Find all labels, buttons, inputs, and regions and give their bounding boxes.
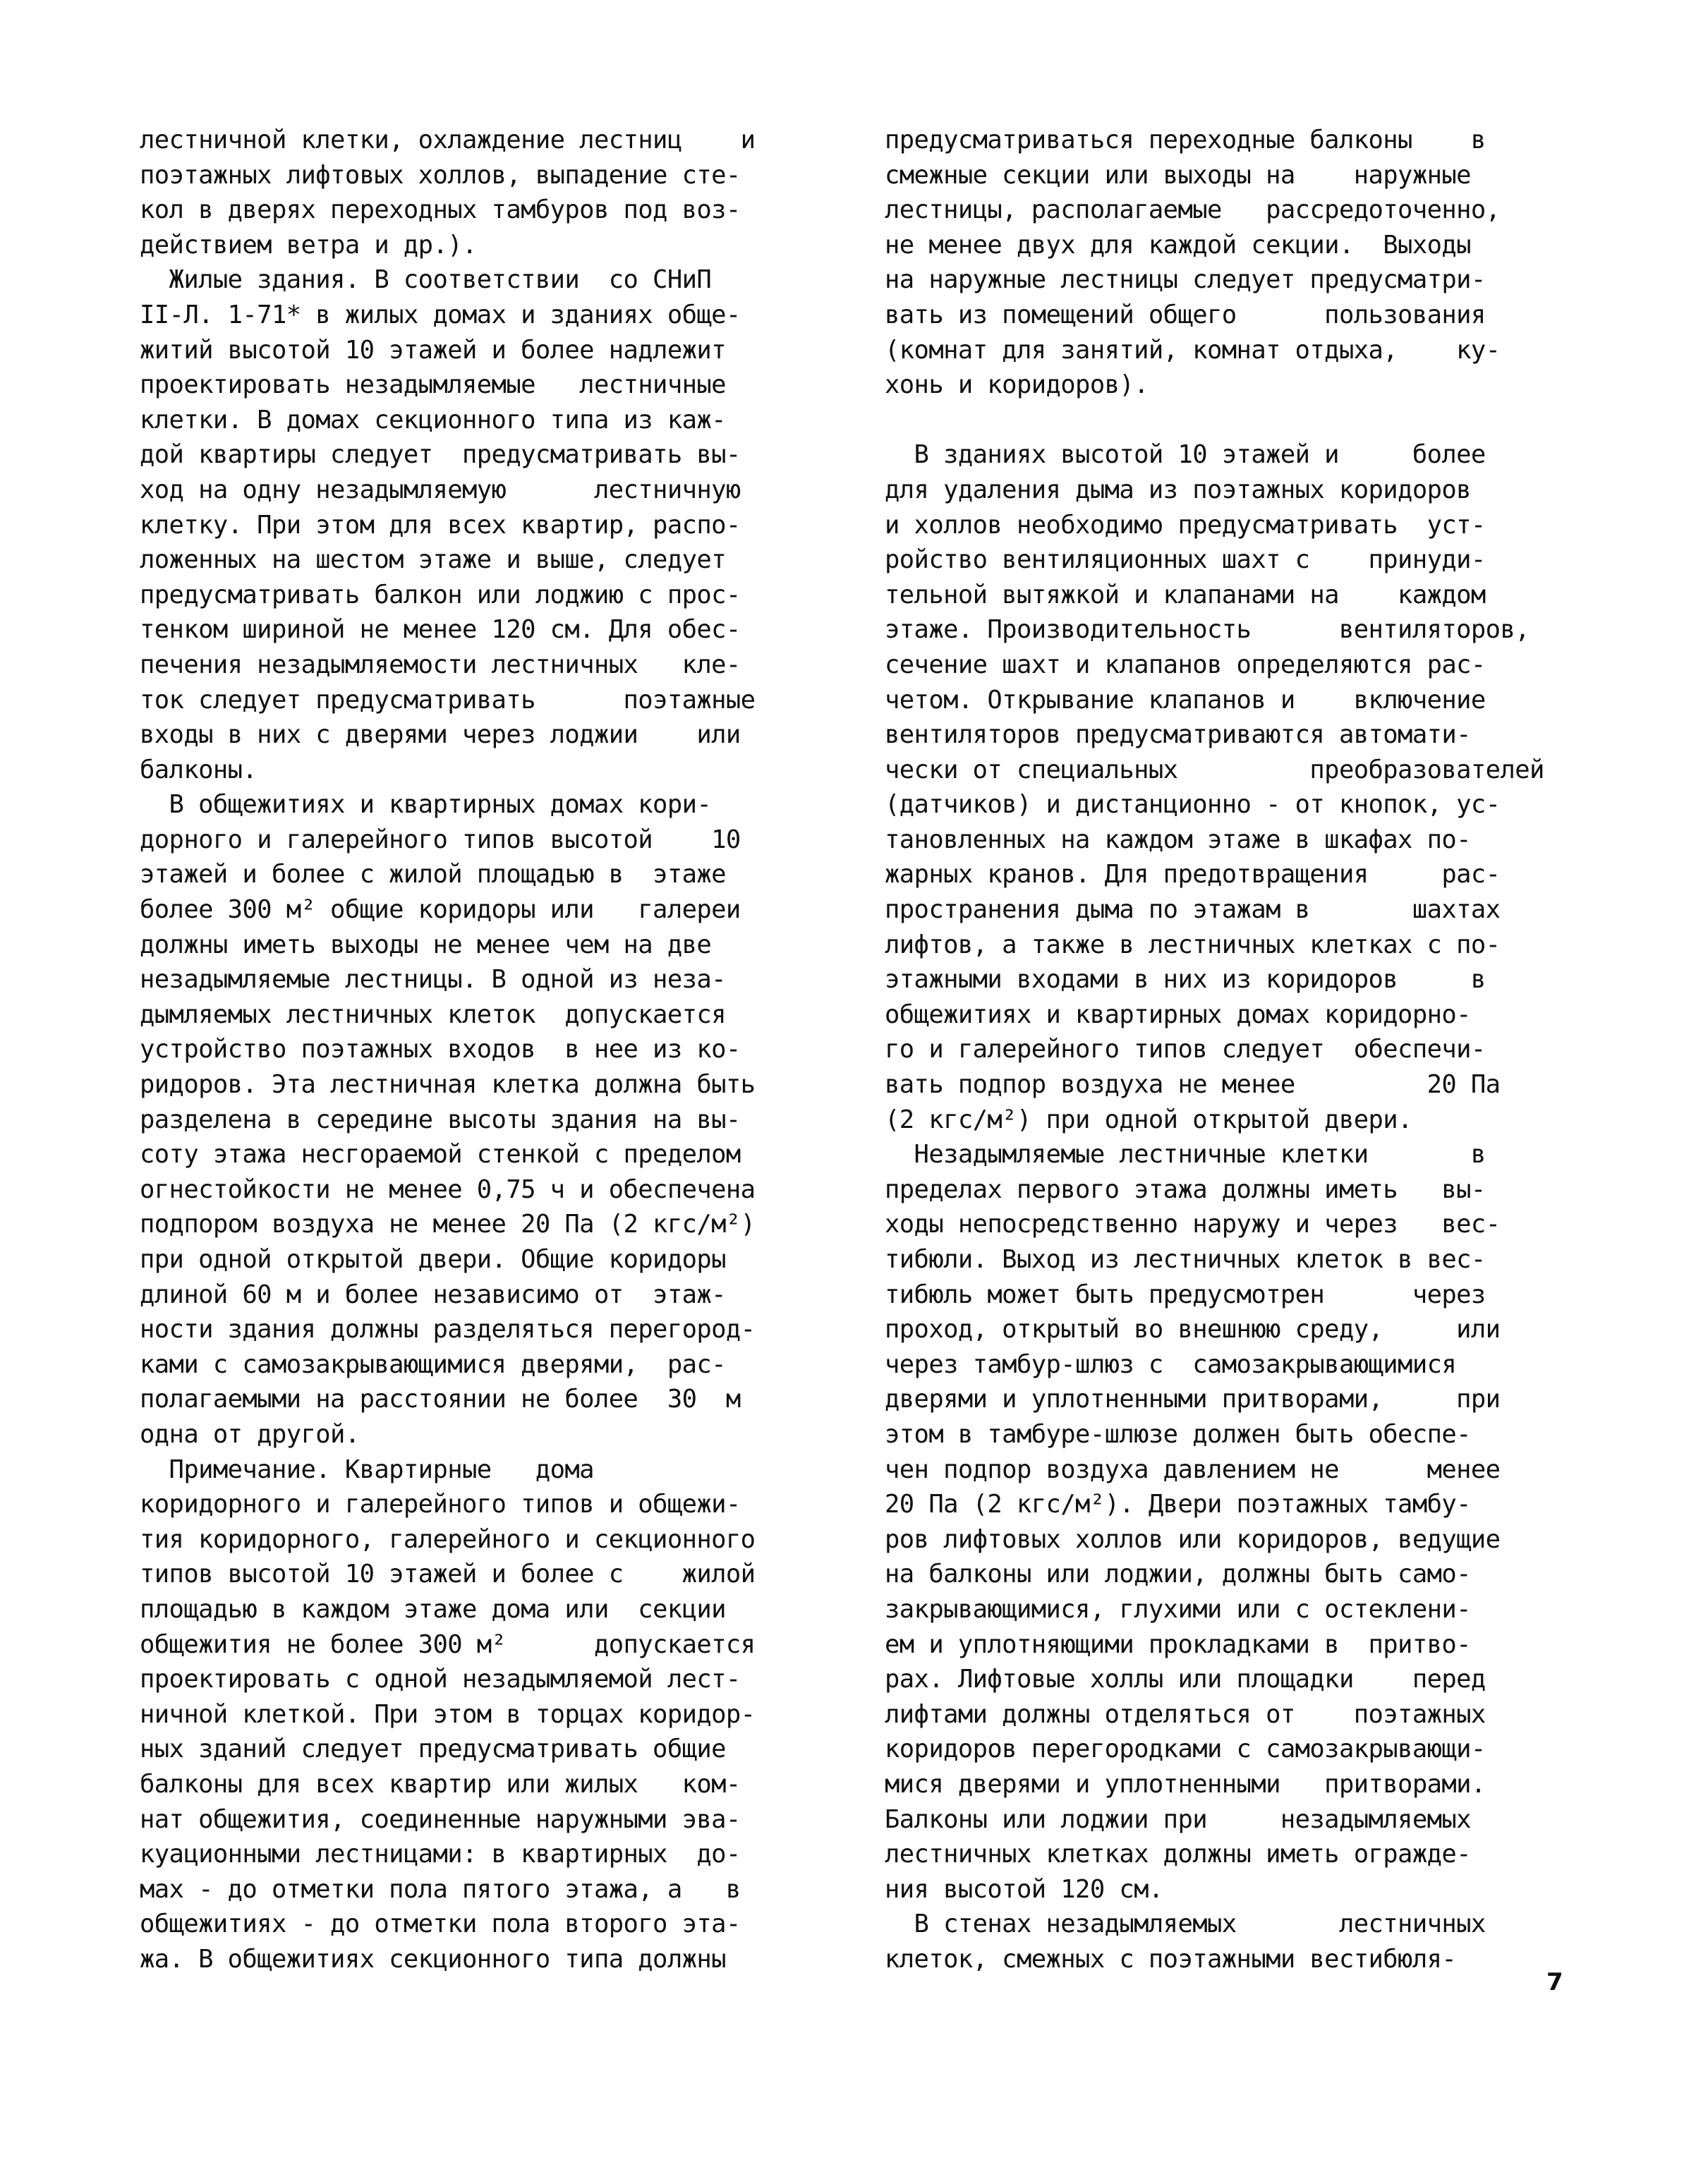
text-line: В зданиях высотой 10 этажей и более [885, 440, 1486, 470]
text-line: рах. Лифтовые холлы или площадки перед [885, 1665, 1486, 1694]
left-text-column [140, 123, 824, 1977]
text-line: входы в них с дверями через лоджии или [140, 720, 741, 750]
text-line: (комнат для занятий, комнат отдыха, ку- [885, 335, 1501, 365]
text-line: хонь и коридоров). [885, 370, 1149, 400]
text-line: лестничных клетках должны иметь огражде- [885, 1840, 1471, 1869]
text-line: (датчиков) и дистанционно - от кнопок, ус- [885, 790, 1501, 820]
text-line: пределах первого этажа должны иметь вы- [885, 1174, 1486, 1204]
text-line: Балконы или лоджии при незадымляемых [885, 1804, 1471, 1834]
text-line: проектировать незадымляемые лестничные [140, 370, 726, 400]
text-line: при одной открытой двери. Общие коридоры [140, 1245, 726, 1274]
text-line: ходы непосредственно наружу и через вес- [885, 1210, 1501, 1239]
text-line: тенком шириной не менее 120 см. Для обес- [140, 615, 741, 645]
text-line: проектировать с одной незадымляемой лест- [140, 1665, 741, 1694]
text-line: предусматривать балкон или лоджию с прос- [140, 580, 741, 609]
text-line: не менее двух для каждой секции. Выходы [885, 230, 1471, 260]
text-line: 20 Па (2 кгс/м²). Двери поэтажных тамбу- [885, 1490, 1471, 1519]
text-line: ния высотой 120 см. [885, 1874, 1163, 1904]
text-line: проход, открытый во внешнюю среду, или [885, 1315, 1501, 1344]
text-line: соту этажа несгораемой стенкой с пределом [140, 1140, 741, 1170]
text-line: лестничной клетки, охлаждение лестниц и [140, 126, 756, 154]
text-line: тановленных на каждом этаже в шкафах по- [885, 825, 1471, 854]
text-line: этом в тамбуре-шлюзе должен быть обеспе- [885, 1419, 1471, 1449]
text-line: балконы для всех квартир или жилых ком- [140, 1769, 741, 1799]
text-line: мися дверями и уплотненными притворами. [885, 1769, 1486, 1799]
text-line: действием ветра и др.). [140, 230, 477, 260]
text-line: тибюли. Выход из лестничных клеток в вес- [885, 1245, 1486, 1274]
text-line: житий высотой 10 этажей и более надлежит [140, 335, 726, 365]
text-line: полагаемыми на расстоянии не более 30 м [140, 1385, 741, 1414]
text-line: общежития не более 300 м² допускается [140, 1629, 756, 1659]
text-line: устройство поэтажных входов в нее из ко- [140, 1035, 741, 1064]
text-line: закрывающимися, глухими или с остеклени- [885, 1594, 1471, 1624]
text-line: этажными входами в них из коридоров в [885, 965, 1486, 995]
text-line: мах - до отметки пола пятого этажа, а в [140, 1874, 741, 1904]
text-line: длиной 60 м и более независимо от этаж- [140, 1280, 726, 1309]
text-line: ридоров. Эта лестничная клетка должна быть [140, 1070, 756, 1100]
text-line: и холлов необходимо предусматривать уст- [885, 510, 1486, 540]
text-line: ток следует предусматривать поэтажные [140, 685, 756, 715]
text-line: клетку. При этом для всех квартир, распо- [140, 510, 741, 540]
text-line: коридоров перегородками с самозакрывающи- [885, 1735, 1486, 1764]
text-line: сечение шахт и клапанов определяются рас- [885, 650, 1486, 679]
text-line: общежитиях - до отметки пола второго эта- [140, 1910, 741, 1939]
text-line: вать подпор воздуха не менее 20 Па [885, 1070, 1501, 1100]
text-line: должны иметь выходы не менее чем на две [140, 930, 712, 959]
text-line: дымляемых лестничных клеток допускается [140, 1000, 726, 1029]
text-line: В общежитиях и квартирных домах кори- [140, 790, 712, 820]
text-line: типов высотой 10 этажей и более с жилой [140, 1560, 756, 1589]
text-line: ройство вентиляционных шахт с принуди- [885, 545, 1486, 575]
text-line: дверями и уплотненными притворами, при [885, 1385, 1501, 1414]
text-line: вентиляторов предусматриваются автомати- [885, 720, 1471, 750]
text-line: нат общежития, соединенные наружными эва- [140, 1804, 741, 1834]
text-line: чен подпор воздуха давлением не менее [885, 1455, 1501, 1484]
text-line: смежные секции или выходы на наружные [885, 160, 1471, 190]
text-line: четом. Открывание клапанов и включение [885, 685, 1486, 715]
text-line: разделена в середине высоты здания на вы- [140, 1105, 741, 1134]
text-line: балконы. [140, 755, 258, 784]
text-line: ничной клеткой. При этом в торцах коридор- [140, 1699, 756, 1729]
text-line: ных зданий следует предусматривать общие [140, 1735, 726, 1764]
text-line [885, 403, 1569, 438]
text-line: вать из помещений общего пользования [885, 300, 1486, 329]
text-line: кол в дверях переходных тамбуров под воз- [140, 195, 741, 225]
text-line: пространения дыма по этажам в шахтах [885, 895, 1501, 925]
text-line: одна от другой. [140, 1419, 360, 1449]
text-line: дорного и галерейного типов высотой 10 [140, 825, 741, 854]
text-line: этажей и более с жилой площадью в этаже [140, 860, 726, 890]
text-line: тибюль может быть предусмотрен через [885, 1280, 1486, 1309]
text-line: клетки. В домах секционного типа из каж- [140, 405, 726, 435]
text-line: незадымляемые лестницы. В одной из неза- [140, 965, 726, 995]
text-line: на балконы или лоджии, должны быть само- [885, 1560, 1471, 1589]
text-line: го и галерейного типов следует обеспечи- [885, 1035, 1486, 1064]
text-line: куационными лестницами: в квартирных до- [140, 1840, 741, 1869]
text-line: ем и уплотняющими прокладками в притво- [885, 1629, 1471, 1659]
text-line: жа. В общежитиях секционного типа должны [140, 1944, 726, 1974]
text-line: лестницы, располагаемые рассредоточенно, [885, 195, 1501, 225]
text-line: чески от специальных преобразователей [885, 755, 1544, 784]
text-line: через тамбур-шлюз с самозакрывающимися [885, 1349, 1457, 1379]
text-line: на наружные лестницы следует предусматри- [885, 265, 1486, 295]
text-line: печения незадымляемости лестничных кле- [140, 650, 741, 679]
text-line: Примечание. Квартирные дома [140, 1455, 594, 1484]
text-line: клеток, смежных с поэтажными вестибюля- [885, 1944, 1457, 1974]
text-line: жарных кранов. Для предотвращения рас- [885, 860, 1501, 890]
text-line: лифтов, а также в лестничных клетках с по- [885, 930, 1501, 959]
text-line: лифтами должны отделяться от поэтажных [885, 1699, 1486, 1729]
text-line: II-Л. 1-71* в жилых домах и зданиях обще- [140, 300, 741, 329]
text-line: тия коридорного, галерейного и секционного [140, 1524, 756, 1554]
text-line: этаже. Производительность вентиляторов, [885, 615, 1530, 645]
text-line: ности здания должны разделяться перегород- [140, 1315, 756, 1344]
text-line: Незадымляемые лестничные клетки в [885, 1140, 1486, 1170]
text-line: В стенах незадымляемых лестничных [885, 1910, 1486, 1939]
text-line: ками с самозакрывающимися дверями, рас- [140, 1349, 726, 1379]
text-line: более 300 м² общие коридоры или галереи [140, 895, 741, 925]
text-line: ров лифтовых холлов или коридоров, ведущие [885, 1524, 1501, 1554]
text-line: для удаления дыма из поэтажных коридоров [885, 475, 1471, 504]
text-line: (2 кгс/м²) при одной открытой двери. [885, 1105, 1412, 1134]
text-line: дой квартиры следует предусматривать вы- [140, 440, 741, 470]
text-line: тельной вытяжкой и клапанами на каждом [885, 580, 1486, 609]
text-line: ложенных на шестом этаже и выше, следует [140, 545, 726, 575]
text-line: общежитиях и квартирных домах коридорно- [885, 1000, 1471, 1029]
text-line: огнестойкости не менее 0,75 ч и обеспечена [140, 1174, 756, 1204]
text-line: поэтажных лифтовых холлов, выпадение сте- [140, 160, 741, 190]
text-line: предусматриваться переходные балконы в [885, 126, 1486, 154]
text-line: площадью в каждом этаже дома или секции [140, 1594, 726, 1624]
text-line: подпором воздуха не менее 20 Па (2 кгс/м²) [140, 1210, 756, 1239]
page-number: 7 [1546, 1968, 1563, 1996]
text-line: ход на одну незадымляемую лестничную [140, 475, 741, 504]
text-line: Жилые здания. В соответствии со СНиП [140, 265, 712, 295]
right-text-column [885, 123, 1569, 1977]
text-line: коридорного и галерейного типов и общежи- [140, 1490, 741, 1519]
